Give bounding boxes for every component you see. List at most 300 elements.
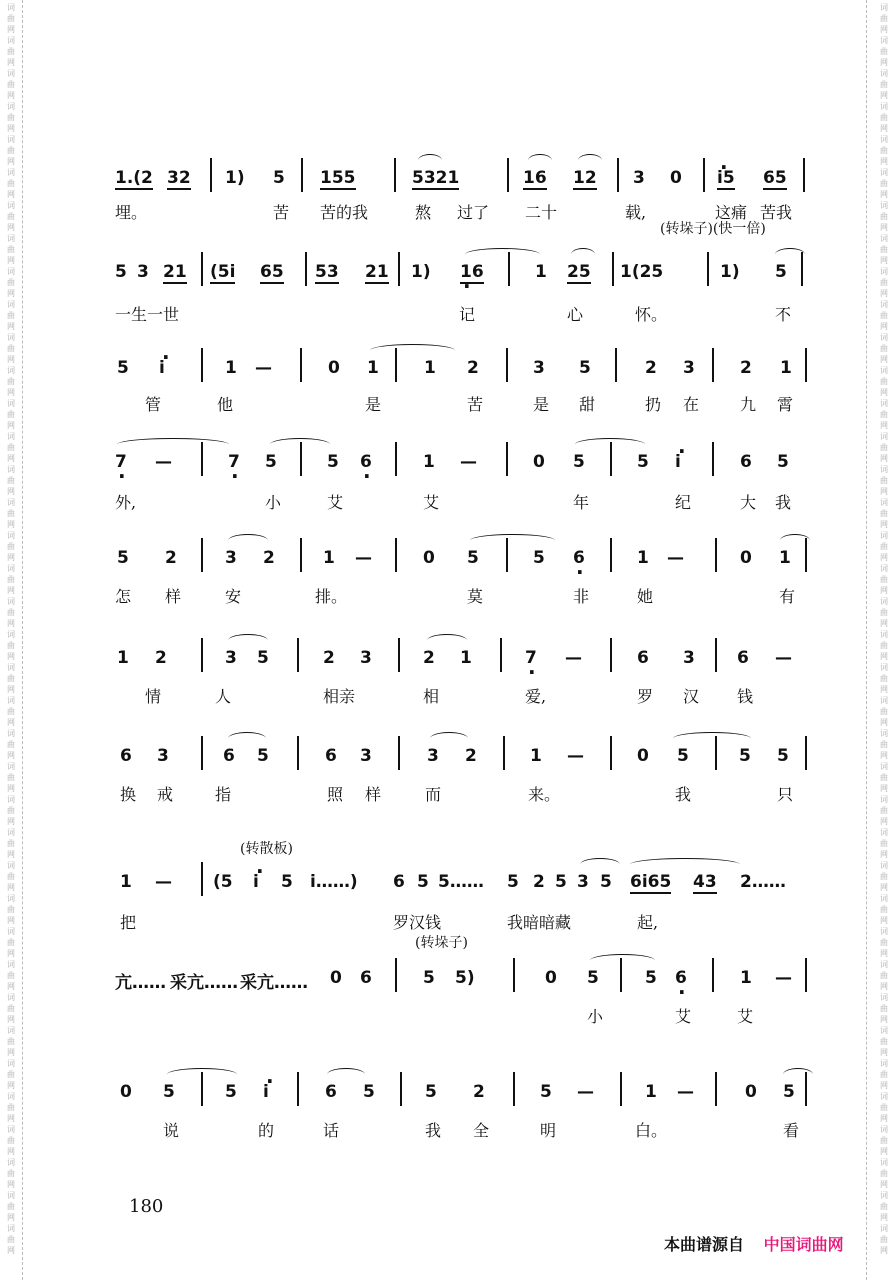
watermark-glyph: 词 [7,927,15,936]
watermark-glyph: 词 [7,762,15,771]
watermark-glyph: 词 [7,597,15,606]
watermark-glyph: 曲 [7,1169,15,1178]
slur [418,154,442,167]
lyric: 而 [425,785,442,804]
note: 0 [120,1082,132,1102]
lyric: 指 [215,785,232,804]
barline [503,736,505,770]
watermark-glyph: 网 [880,1246,888,1255]
watermark-glyph: 词 [880,465,888,474]
watermark-glyph: 网 [7,1114,15,1123]
watermark-glyph: 曲 [880,806,888,815]
note: 1 [423,452,435,472]
note: 5 [117,548,129,568]
watermark-glyph: 词 [7,366,15,375]
note: 3 [683,358,695,378]
note: 1 [323,548,335,568]
lyric: 九 [740,395,757,414]
note: 5 [555,872,567,892]
barline [805,538,807,572]
watermark-glyph: 曲 [880,377,888,386]
barline [712,442,714,476]
lyric: 外, [115,493,137,512]
barline [712,348,714,382]
note: 2 [323,648,335,668]
note: 5 [587,968,599,988]
watermark-glyph: 词 [880,201,888,210]
barline [201,348,203,382]
watermark-glyph: 词 [880,729,888,738]
lyric: 纪 [675,493,692,512]
lyric: 小 [587,1007,604,1026]
watermark-glyph: 网 [7,322,15,331]
note: 7 · [115,452,127,472]
barline [400,1072,402,1106]
slur [528,154,552,167]
note: 1 [779,548,791,568]
note: 1 [637,548,649,568]
watermark-glyph: 曲 [7,311,15,320]
note: 21 [365,262,389,282]
watermark-glyph: 词 [880,960,888,969]
note: — [775,648,792,668]
watermark-glyph: 词 [880,234,888,243]
watermark-glyph: 词 [880,762,888,771]
source-note [664,1232,844,1255]
note: 3 [533,358,545,378]
note: 5 [540,1082,552,1102]
watermark-glyph: 词 [7,399,15,408]
watermark-glyph: 曲 [880,839,888,848]
note: 0 [670,168,682,188]
watermark-glyph: 网 [7,883,15,892]
watermark-glyph: 词 [880,1092,888,1101]
watermark-glyph: 网 [7,190,15,199]
lyric: 的 [258,1121,275,1140]
watermark-glyph: 网 [880,817,888,826]
note: 6 [737,648,749,668]
note: 2 [165,548,177,568]
watermark-glyph: 曲 [7,80,15,89]
watermark-glyph: 曲 [880,542,888,551]
watermark-glyph: 曲 [7,146,15,155]
watermark-glyph: 词 [7,102,15,111]
lyric: 全 [473,1121,490,1140]
note: 0 [328,358,340,378]
note: 65 [260,262,284,282]
watermark-glyph: 曲 [880,113,888,122]
note: 2 [473,1082,485,1102]
lyric: 年 [573,493,590,512]
note: 1) [720,262,740,282]
watermark-glyph: 词 [7,36,15,45]
watermark-glyph: 曲 [7,410,15,419]
watermark-glyph: 网 [880,388,888,397]
watermark-glyph: 词 [7,201,15,210]
lyric: 苦的我 [320,203,369,222]
note: 5 [281,872,293,892]
source-label: 本曲谱源自 [664,1235,745,1254]
lyric: 照 [327,785,344,804]
barline [301,158,303,192]
notation-line-3 [115,358,815,388]
note: 155 [320,168,356,188]
note: 3 [427,746,439,766]
note: 5 [225,1082,237,1102]
lyric: 排。 [315,587,348,606]
note: 6 [223,746,235,766]
watermark-glyph: 网 [7,157,15,166]
lyric: 埋。 [115,203,148,222]
lyric: 汉 [683,687,700,706]
lyric: 是 [533,395,550,414]
barline [201,638,203,672]
lyric: 情 [145,687,162,706]
lyric: 小 [265,493,282,512]
watermark-glyph: 词 [880,69,888,78]
lyric: 载, [625,203,647,222]
lyric: 他 [217,395,234,414]
barline [201,252,203,286]
watermark-strip-right [873,0,895,1280]
note: — [355,548,372,568]
note: 1 [740,968,752,988]
watermark-glyph: 词 [880,36,888,45]
note: 3 [225,548,237,568]
barline [610,638,612,672]
watermark-glyph: 词 [7,135,15,144]
note: · i [263,1082,269,1102]
note: 5) [455,968,475,988]
watermark-glyph: 词 [880,102,888,111]
note: 43 [693,872,717,892]
note: 3 [225,648,237,668]
barline [715,538,717,572]
watermark-glyph: 网 [880,1213,888,1222]
watermark-glyph: 词 [880,432,888,441]
watermark-glyph: 词 [880,1026,888,1035]
note: 1.(2 [115,168,153,188]
tempo-marking-zhuan-duozi: (转垛子) [415,935,468,951]
watermark-glyph: 网 [880,652,888,661]
watermark-glyph: 曲 [880,707,888,716]
barline [201,442,203,476]
lyric: 这痛 [715,203,748,222]
watermark-glyph: 网 [880,850,888,859]
watermark-glyph: 词 [880,894,888,903]
lyric: 看 [783,1121,800,1140]
watermark-glyph: 曲 [7,47,15,56]
barline [210,158,212,192]
watermark-glyph: 网 [880,124,888,133]
tempo-marking-zhuan-duozi-kuai: (转垛子)(快一倍) [660,221,766,237]
notation-line-9 [115,968,815,998]
watermark-glyph: 曲 [7,377,15,386]
watermark-glyph: 词 [7,630,15,639]
watermark-glyph: 词 [880,927,888,936]
barline [715,638,717,672]
note: 1 [530,746,542,766]
watermark-glyph: 词 [880,795,888,804]
note: — [677,1082,694,1102]
watermark-glyph: 网 [7,718,15,727]
lyric: 苦我 [760,203,793,222]
watermark-glyph: 网 [7,619,15,628]
lyric: 白。 [635,1121,668,1140]
note: 5 [273,168,285,188]
barline [610,442,612,476]
notation-line-6 [115,648,815,678]
watermark-glyph: 词 [7,696,15,705]
note: 6 [637,648,649,668]
barline [395,442,397,476]
note: 5 [425,1082,437,1102]
watermark-glyph: 网 [7,487,15,496]
watermark-glyph: 词 [880,1224,888,1233]
note: 3 [683,648,695,668]
note: · i [675,452,681,472]
watermark-glyph: 词 [7,1026,15,1035]
note: 6 [325,746,337,766]
note: 5 [677,746,689,766]
watermark-glyph: 网 [7,58,15,67]
watermark-glyph: 词 [7,1224,15,1233]
note: 1 [225,358,237,378]
barline [394,158,396,192]
slur [327,1068,365,1081]
watermark-glyph: 网 [880,916,888,925]
watermark-glyph: 词 [7,267,15,276]
note: 32 [167,168,191,188]
note: 7 · [228,452,240,472]
barline [201,862,203,896]
watermark-glyph: 词 [880,1158,888,1167]
note: 1(25 [620,262,664,282]
watermark-glyph: 网 [880,289,888,298]
barline [805,348,807,382]
watermark-glyph: 网 [7,784,15,793]
note: 16 · [460,262,484,284]
note: 1 [780,358,792,378]
watermark-glyph: 曲 [7,278,15,287]
watermark-glyph: 网 [7,1081,15,1090]
watermark-glyph: 词 [880,993,888,1002]
lyric: 戒 [157,785,174,804]
watermark-glyph: 网 [880,58,888,67]
note: 2 [467,358,479,378]
note: 3 [577,872,589,892]
watermark-glyph: 网 [7,1147,15,1156]
watermark-glyph: 词 [7,234,15,243]
note: 3 [157,746,169,766]
watermark-glyph: 网 [880,454,888,463]
watermark-glyph: 曲 [880,641,888,650]
watermark-glyph: 曲 [7,14,15,23]
watermark-glyph: 词 [7,1191,15,1200]
watermark-glyph: 网 [7,586,15,595]
lyric: 艾 [327,493,344,512]
note: — [567,746,584,766]
watermark-glyph: 词 [880,300,888,309]
lyric: 爱, [525,687,547,706]
watermark-glyph: 网 [880,949,888,958]
note: 6 [740,452,752,472]
lyric: 把 [120,913,137,932]
watermark-glyph: 网 [7,520,15,529]
lyric: 我暗暗藏 [507,913,572,932]
watermark-glyph: 网 [880,421,888,430]
note: 2 [533,872,545,892]
note: i……) [310,872,358,892]
watermark-glyph: 词 [880,861,888,870]
watermark-glyph: 曲 [880,1103,888,1112]
watermark-glyph: 曲 [880,872,888,881]
watermark-glyph: 词 [7,861,15,870]
note: 1 [645,1082,657,1102]
note: 2 [740,358,752,378]
lyric: 有 [779,587,796,606]
note: 65 [763,168,787,188]
note: 1 [535,262,547,282]
watermark-glyph: 词 [7,432,15,441]
watermark-glyph: 网 [7,949,15,958]
watermark-glyph: 曲 [7,1103,15,1112]
tempo-marking-zhuan-sanban: (转散板) [240,841,293,857]
page-number: 180 [129,1196,164,1217]
watermark-glyph: 曲 [7,938,15,947]
note: 2 [155,648,167,668]
watermark-glyph: 词 [7,894,15,903]
barline [395,958,397,992]
watermark-glyph: 词 [880,564,888,573]
watermark-glyph: 曲 [880,1169,888,1178]
lyric: 起, [637,913,659,932]
watermark-glyph: 网 [880,322,888,331]
note: · i [253,872,259,892]
watermark-glyph: 网 [880,91,888,100]
watermark-glyph: 网 [880,553,888,562]
slur [580,858,620,871]
watermark-glyph: 网 [880,1147,888,1156]
lyric: 非 [573,587,590,606]
watermark-glyph: 网 [880,157,888,166]
watermark-glyph: 词 [7,663,15,672]
slur [370,344,455,357]
barline [703,158,705,192]
note: — [577,1082,594,1102]
note: 0 [533,452,545,472]
barline [300,442,302,476]
lyric: 来。 [528,785,561,804]
watermark-glyph: 曲 [7,1202,15,1211]
lyric: 安 [225,587,242,606]
note: 1 [117,648,129,668]
watermark-glyph: 词 [880,630,888,639]
watermark-glyph: 网 [7,1048,15,1057]
lyric: 只 [777,785,794,804]
watermark-glyph: 词 [880,3,888,12]
source-site-link[interactable]: 中国词曲网 [763,1235,844,1254]
note: 6 · [360,452,372,472]
watermark-glyph: 网 [7,421,15,430]
notation-line-10 [115,1082,815,1112]
lyric: 熬 [415,203,432,222]
watermark-glyph: 网 [880,1081,888,1090]
barline [300,348,302,382]
note: 采亢…… [240,973,308,993]
lyric: 明 [540,1121,557,1140]
note: 5 [739,746,751,766]
lyric: 艾 [737,1007,754,1026]
note: — [155,872,172,892]
note: 0 [545,968,557,988]
barline [297,736,299,770]
note: 6 [393,872,405,892]
note: 5321 [412,168,460,188]
watermark-glyph: 词 [7,795,15,804]
lyric: 是 [365,395,382,414]
barline [513,958,515,992]
watermark-glyph: 曲 [7,641,15,650]
barline [506,442,508,476]
watermark-glyph: 曲 [7,773,15,782]
note: 3 [360,746,372,766]
note: 3 [633,168,645,188]
lyric: 钱 [737,687,754,706]
note: 0 [740,548,752,568]
note: — [460,452,477,472]
watermark-glyph: 曲 [7,707,15,716]
note: 0 [330,968,342,988]
watermark-glyph: 网 [880,685,888,694]
notation-line-1 [115,168,815,198]
lyric: 霄 [777,395,794,414]
note: 1 [367,358,379,378]
lyric: 我 [425,1121,442,1140]
note: (5i [210,262,236,282]
watermark-glyph: 网 [880,982,888,991]
note: 3 [137,262,149,282]
watermark-glyph: 词 [7,960,15,969]
note: 5 [579,358,591,378]
slur [571,248,595,261]
frame-line-left [22,0,23,1280]
lyric: 艾 [675,1007,692,1026]
watermark-glyph: 曲 [7,344,15,353]
watermark-glyph: 词 [7,168,15,177]
watermark-glyph: 网 [7,916,15,925]
watermark-glyph: 曲 [880,146,888,155]
note: 25 [567,262,591,282]
watermark-glyph: 词 [7,1125,15,1134]
barline [610,736,612,770]
note: 1 [120,872,132,892]
watermark-glyph: 词 [880,333,888,342]
watermark-glyph: 词 [7,729,15,738]
lyric: 不 [775,305,792,324]
watermark-glyph: 曲 [880,1070,888,1079]
watermark-glyph: 曲 [880,608,888,617]
lyric: 说 [163,1121,180,1140]
lyric: 大 [740,493,757,512]
note: 5 [645,968,657,988]
watermark-glyph: 曲 [7,1136,15,1145]
watermark-glyph: 网 [880,1180,888,1189]
lyric: 罗汉钱 [393,913,442,932]
watermark-glyph: 网 [7,1015,15,1024]
note: (5 [213,872,233,892]
watermark-glyph: 词 [7,498,15,507]
